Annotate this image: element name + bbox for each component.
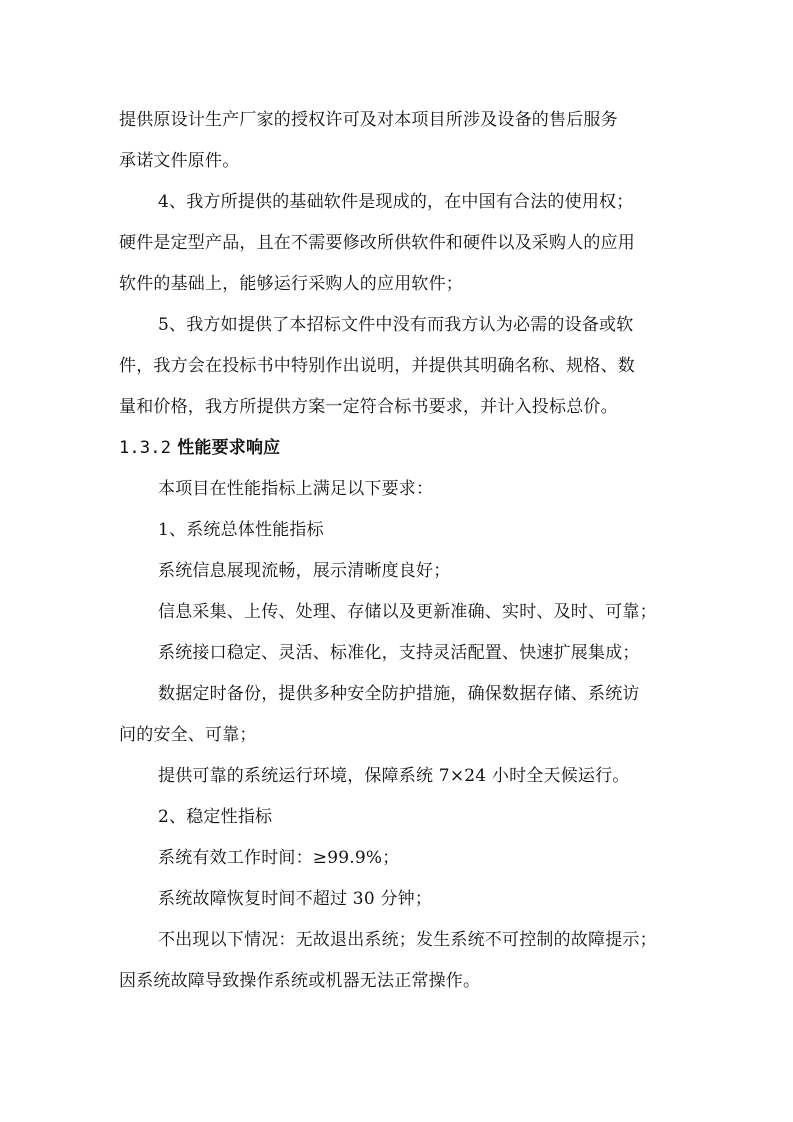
paragraph-line: 不出现以下情况：无故退出系统；发生系统不可控制的故障提示； [158, 930, 657, 950]
paragraph-line: 硬件是定型产品，且在不需要修改所供软件和硬件以及采购人的应用 [119, 233, 635, 253]
paragraph-line: 提供原设计生产厂家的授权许可及对本项目所涉及设备的售后服务 [119, 110, 618, 130]
paragraph-line: 系统信息展现流畅，展示清晰度良好； [158, 561, 451, 581]
paragraph-line: 件，我方会在投标书中特别作出说明，并提供其明确名称、规格、数 [119, 356, 635, 376]
paragraph-line: 系统故障恢复时间不超过 30 分钟； [158, 889, 433, 909]
paragraph-item-5-start: 5、我方如提供了本招标文件中没有而我方认为必需的设备或软 [158, 315, 634, 335]
paragraph-item-4-start: 4、我方所提供的基础软件是现成的，在中国有合法的使用权； [158, 192, 634, 212]
subheading-stability: 2、稳定性指标 [158, 807, 273, 827]
section-number: 1.3.2 [119, 438, 172, 458]
paragraph-line: 承诺文件原件。 [119, 151, 240, 171]
paragraph-line: 系统有效工作时间：≥99.9%； [158, 848, 400, 868]
section-heading [119, 428, 677, 469]
document-body [119, 100, 677, 1002]
paragraph-line: 因系统故障导致操作系统或机器无法正常操作。 [119, 971, 481, 991]
paragraph-line: 信息采集、上传、处理、存储以及更新准确、实时、及时、可靠； [158, 602, 657, 622]
subheading-overall-performance: 1、系统总体性能指标 [158, 520, 324, 540]
paragraph-line: 数据定时备份，提供多种安全防护措施，确保数据存储、系统访 [158, 684, 640, 704]
paragraph-line: 软件的基础上，能够运行采购人的应用软件； [119, 274, 463, 294]
section-title: 性能要求响应 [177, 438, 281, 458]
paragraph-line: 问的安全、可靠； [119, 725, 257, 745]
paragraph-line: 系统接口稳定、灵活、标准化，支持灵活配置、快速扩展集成； [158, 643, 640, 663]
paragraph-intro: 本项目在性能指标上满足以下要求： [158, 479, 434, 499]
paragraph-line: 量和价格，我方所提供方案一定符合标书要求，并计入投标总价。 [119, 397, 618, 417]
paragraph-line: 提供可靠的系统运行环境，保障系统 7×24 小时全天候运行。 [158, 766, 630, 786]
